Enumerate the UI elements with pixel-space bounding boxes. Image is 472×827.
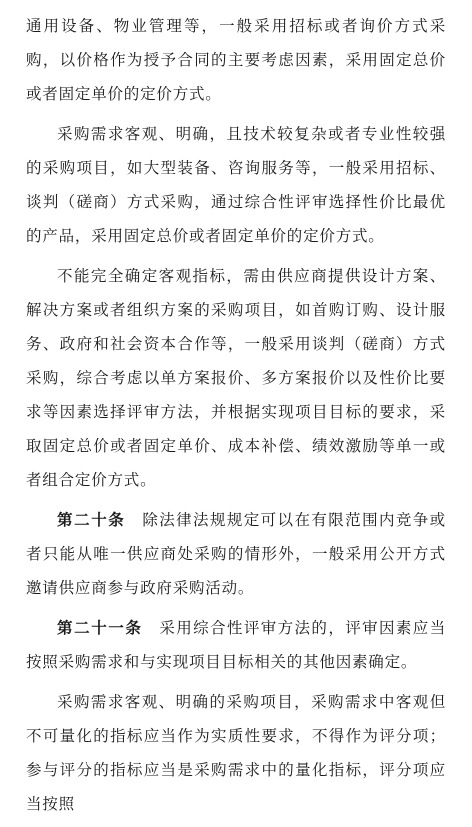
- article-20-number: 第二十条: [57, 511, 126, 529]
- paragraph-6-text: 采购需求客观、明确的采购项目，采购需求中客观但不可量化的指标应当作为实质性要求，不得作为评分项；参与评分的指标应当是采购需求中的量化指标，评分项应当按照: [26, 693, 446, 813]
- paragraph-3: [26, 259, 446, 497]
- article-20-text: 除法律法规规定可以在有限范围内竞争或者只能从唯一供应商处采购的情形外，一般采用公开方式邀请供应商参与政府采购活动。: [26, 511, 446, 597]
- paragraph-3-text: 不能完全确定客观指标，需由供应商提供设计方案、解决方案或者组织方案的采购项目，如首购订购、设计服务、政府和社会资本合作等，一般采用谈判（磋商）方式采购，综合考虑以单方案报价、多方案报价以及性价比要求等因素选择评审方法，并根据实现项目目标的要求，采取固定总价或者固定单价、成本补偿、绩效激励等单一或者组合定价方式。: [26, 267, 446, 489]
- paragraph-2: [26, 117, 446, 253]
- paragraph-2-text: 采购需求客观、明确，且技术较复杂或者专业性较强的采购项目，如大型装备、咨询服务等，一般采用招标、谈判（磋商）方式采购，通过综合性评审选择性价比最优的产品，采用固定总价或者固定单价的定价方式。: [26, 125, 446, 245]
- article-21-number: 第二十一条: [57, 619, 143, 637]
- article-20: [26, 503, 446, 605]
- article-21: [26, 611, 446, 679]
- paragraph-6: [26, 685, 446, 821]
- article-21-text: 采用综合性评审方法的，评审因素应当按照采购需求和与实现项目目标相关的其他因素确定。: [26, 619, 446, 671]
- document-page: [26, 9, 446, 827]
- paragraph-1-text: 通用设备、物业管理等，一般采用招标或者询价方式采购，以价格作为授予合同的主要考虑因素，采用固定总价或者固定单价的定价方式。: [26, 17, 446, 103]
- paragraph-1: [26, 9, 446, 111]
